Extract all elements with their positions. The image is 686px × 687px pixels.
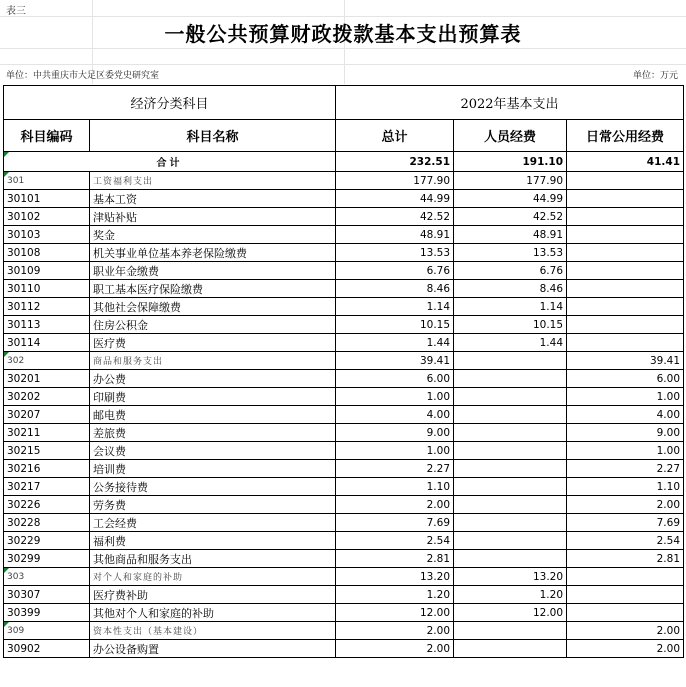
row-daily	[567, 604, 684, 622]
row-daily: 39.41	[567, 352, 684, 370]
table-row	[4, 190, 684, 208]
row-total: 1.00	[336, 388, 454, 406]
row-total: 42.52	[336, 208, 454, 226]
row-total: 13.53	[336, 244, 454, 262]
total-personnel: 191.10	[454, 152, 567, 172]
row-daily: 2.27	[567, 460, 684, 478]
row-name: 培训费	[90, 460, 336, 478]
table-row	[4, 388, 684, 406]
unit-organization: 单位：中共重庆市大足区委党史研究室	[6, 71, 160, 81]
row-daily	[567, 208, 684, 226]
row-code: 30109	[4, 262, 90, 280]
category-row	[4, 622, 684, 640]
row-name: 劳务费	[90, 496, 336, 514]
row-name: 工会经费	[90, 514, 336, 532]
row-personnel	[454, 406, 567, 424]
row-daily: 2.81	[567, 550, 684, 568]
row-name: 印刷费	[90, 388, 336, 406]
row-personnel	[454, 442, 567, 460]
row-daily: 2.00	[567, 496, 684, 514]
row-code: 30216	[4, 460, 90, 478]
row-personnel	[454, 352, 567, 370]
row-code: 303	[4, 568, 90, 586]
row-name: 住房公积金	[90, 316, 336, 334]
row-code: 302	[4, 352, 90, 370]
row-name: 医疗费补助	[90, 586, 336, 604]
row-total: 1.20	[336, 586, 454, 604]
row-code: 30215	[4, 442, 90, 460]
row-code: 30226	[4, 496, 90, 514]
total-daily: 41.41	[567, 152, 684, 172]
row-code: 30112	[4, 298, 90, 316]
row-daily: 2.00	[567, 622, 684, 640]
row-code: 30228	[4, 514, 90, 532]
row-total: 6.00	[336, 370, 454, 388]
table-row	[4, 208, 684, 226]
row-total: 2.81	[336, 550, 454, 568]
row-name: 商品和服务支出	[90, 352, 336, 370]
row-name: 邮电费	[90, 406, 336, 424]
row-name: 职工基本医疗保险缴费	[90, 280, 336, 298]
total-label: 合计	[4, 152, 336, 172]
row-name: 其他商品和服务支出	[90, 550, 336, 568]
header-name: 科目名称	[90, 120, 336, 152]
header-econ-category: 经济分类科目	[4, 86, 336, 120]
row-code: 30102	[4, 208, 90, 226]
row-name: 福利费	[90, 532, 336, 550]
row-name: 其他对个人和家庭的补助	[90, 604, 336, 622]
table-row	[4, 514, 684, 532]
header-row-2	[4, 120, 684, 152]
table-row	[4, 262, 684, 280]
page-title: 一般公共预算财政拨款基本支出预算表	[164, 22, 522, 46]
row-daily	[567, 334, 684, 352]
row-code: 30217	[4, 478, 90, 496]
row-total: 48.91	[336, 226, 454, 244]
row-personnel	[454, 424, 567, 442]
header-row-1	[4, 86, 684, 120]
row-personnel: 8.46	[454, 280, 567, 298]
row-total: 13.20	[336, 568, 454, 586]
row-daily: 2.00	[567, 640, 684, 658]
row-daily	[567, 172, 684, 190]
row-daily: 1.10	[567, 478, 684, 496]
total-total: 232.51	[336, 152, 454, 172]
gridline	[0, 64, 686, 65]
header-year-basic: 2022年基本支出	[336, 86, 684, 120]
row-daily	[567, 190, 684, 208]
row-personnel: 6.76	[454, 262, 567, 280]
row-personnel: 1.20	[454, 586, 567, 604]
row-daily	[567, 568, 684, 586]
row-personnel	[454, 496, 567, 514]
row-code: 30299	[4, 550, 90, 568]
row-code: 30101	[4, 190, 90, 208]
row-daily	[567, 586, 684, 604]
table-row	[4, 370, 684, 388]
row-daily	[567, 280, 684, 298]
row-total: 2.27	[336, 460, 454, 478]
gridline	[0, 16, 686, 17]
row-code: 30399	[4, 604, 90, 622]
table-row	[4, 550, 684, 568]
table-row	[4, 406, 684, 424]
row-personnel: 12.00	[454, 604, 567, 622]
row-code: 30103	[4, 226, 90, 244]
row-total: 1.44	[336, 334, 454, 352]
row-name: 奖金	[90, 226, 336, 244]
row-personnel	[454, 388, 567, 406]
row-code: 30902	[4, 640, 90, 658]
table-row	[4, 280, 684, 298]
row-personnel	[454, 514, 567, 532]
header-personnel: 人员经费	[454, 120, 567, 152]
row-total: 2.00	[336, 622, 454, 640]
row-total: 177.90	[336, 172, 454, 190]
table-label: 表三	[6, 6, 26, 17]
row-total: 6.76	[336, 262, 454, 280]
row-name: 办公费	[90, 370, 336, 388]
table-row	[4, 334, 684, 352]
row-personnel: 42.52	[454, 208, 567, 226]
row-name: 津贴补贴	[90, 208, 336, 226]
row-personnel: 13.53	[454, 244, 567, 262]
table-row	[4, 298, 684, 316]
row-personnel: 48.91	[454, 226, 567, 244]
row-total: 1.00	[336, 442, 454, 460]
row-name: 对个人和家庭的补助	[90, 568, 336, 586]
total-row	[4, 152, 684, 172]
table-row	[4, 640, 684, 658]
table-row	[4, 244, 684, 262]
table-row	[4, 316, 684, 334]
row-personnel: 1.44	[454, 334, 567, 352]
row-daily: 9.00	[567, 424, 684, 442]
row-code: 301	[4, 172, 90, 190]
row-personnel	[454, 622, 567, 640]
row-code: 30113	[4, 316, 90, 334]
header-code: 科目编码	[4, 120, 90, 152]
row-total: 10.15	[336, 316, 454, 334]
table-row	[4, 532, 684, 550]
row-daily	[567, 316, 684, 334]
row-code: 30211	[4, 424, 90, 442]
table-row	[4, 424, 684, 442]
row-personnel: 177.90	[454, 172, 567, 190]
category-row	[4, 352, 684, 370]
row-daily	[567, 244, 684, 262]
row-total: 1.10	[336, 478, 454, 496]
row-personnel: 44.99	[454, 190, 567, 208]
row-code: 30201	[4, 370, 90, 388]
table-row	[4, 460, 684, 478]
row-name: 差旅费	[90, 424, 336, 442]
row-code: 30307	[4, 586, 90, 604]
row-daily: 7.69	[567, 514, 684, 532]
row-daily: 2.54	[567, 532, 684, 550]
row-total: 39.41	[336, 352, 454, 370]
row-name: 资本性支出（基本建设）	[90, 622, 336, 640]
row-total: 4.00	[336, 406, 454, 424]
row-total: 2.00	[336, 496, 454, 514]
category-row	[4, 172, 684, 190]
row-daily: 1.00	[567, 442, 684, 460]
row-daily	[567, 226, 684, 244]
row-code: 30108	[4, 244, 90, 262]
row-personnel: 13.20	[454, 568, 567, 586]
table-row	[4, 586, 684, 604]
row-name: 职业年金缴费	[90, 262, 336, 280]
header-daily: 日常公用经费	[567, 120, 684, 152]
row-name: 公务接待费	[90, 478, 336, 496]
row-personnel	[454, 460, 567, 478]
row-daily: 1.00	[567, 388, 684, 406]
row-personnel	[454, 532, 567, 550]
row-code: 30114	[4, 334, 90, 352]
row-total: 2.00	[336, 640, 454, 658]
row-daily	[567, 298, 684, 316]
row-daily: 4.00	[567, 406, 684, 424]
budget-table	[3, 85, 684, 658]
row-personnel	[454, 478, 567, 496]
table-row	[4, 442, 684, 460]
table-row	[4, 226, 684, 244]
row-personnel: 1.14	[454, 298, 567, 316]
table-row	[4, 604, 684, 622]
row-total: 2.54	[336, 532, 454, 550]
gridline	[0, 48, 686, 49]
row-total: 7.69	[336, 514, 454, 532]
row-name: 办公设备购置	[90, 640, 336, 658]
table-row	[4, 496, 684, 514]
row-total: 12.00	[336, 604, 454, 622]
row-code: 30110	[4, 280, 90, 298]
row-name: 医疗费	[90, 334, 336, 352]
row-personnel	[454, 640, 567, 658]
row-name: 机关事业单位基本养老保险缴费	[90, 244, 336, 262]
row-code: 30202	[4, 388, 90, 406]
row-personnel: 10.15	[454, 316, 567, 334]
row-personnel	[454, 550, 567, 568]
row-total: 9.00	[336, 424, 454, 442]
row-name: 会议费	[90, 442, 336, 460]
row-name: 工资福利支出	[90, 172, 336, 190]
row-total: 44.99	[336, 190, 454, 208]
row-daily: 6.00	[567, 370, 684, 388]
unit-currency: 单位：万元	[632, 71, 678, 81]
table-row	[4, 478, 684, 496]
row-code: 30229	[4, 532, 90, 550]
category-row	[4, 568, 684, 586]
row-total: 1.14	[336, 298, 454, 316]
row-total: 8.46	[336, 280, 454, 298]
row-name: 基本工资	[90, 190, 336, 208]
row-code: 309	[4, 622, 90, 640]
header-total: 总计	[336, 120, 454, 152]
row-daily	[567, 262, 684, 280]
row-code: 30207	[4, 406, 90, 424]
row-personnel	[454, 370, 567, 388]
row-name: 其他社会保障缴费	[90, 298, 336, 316]
